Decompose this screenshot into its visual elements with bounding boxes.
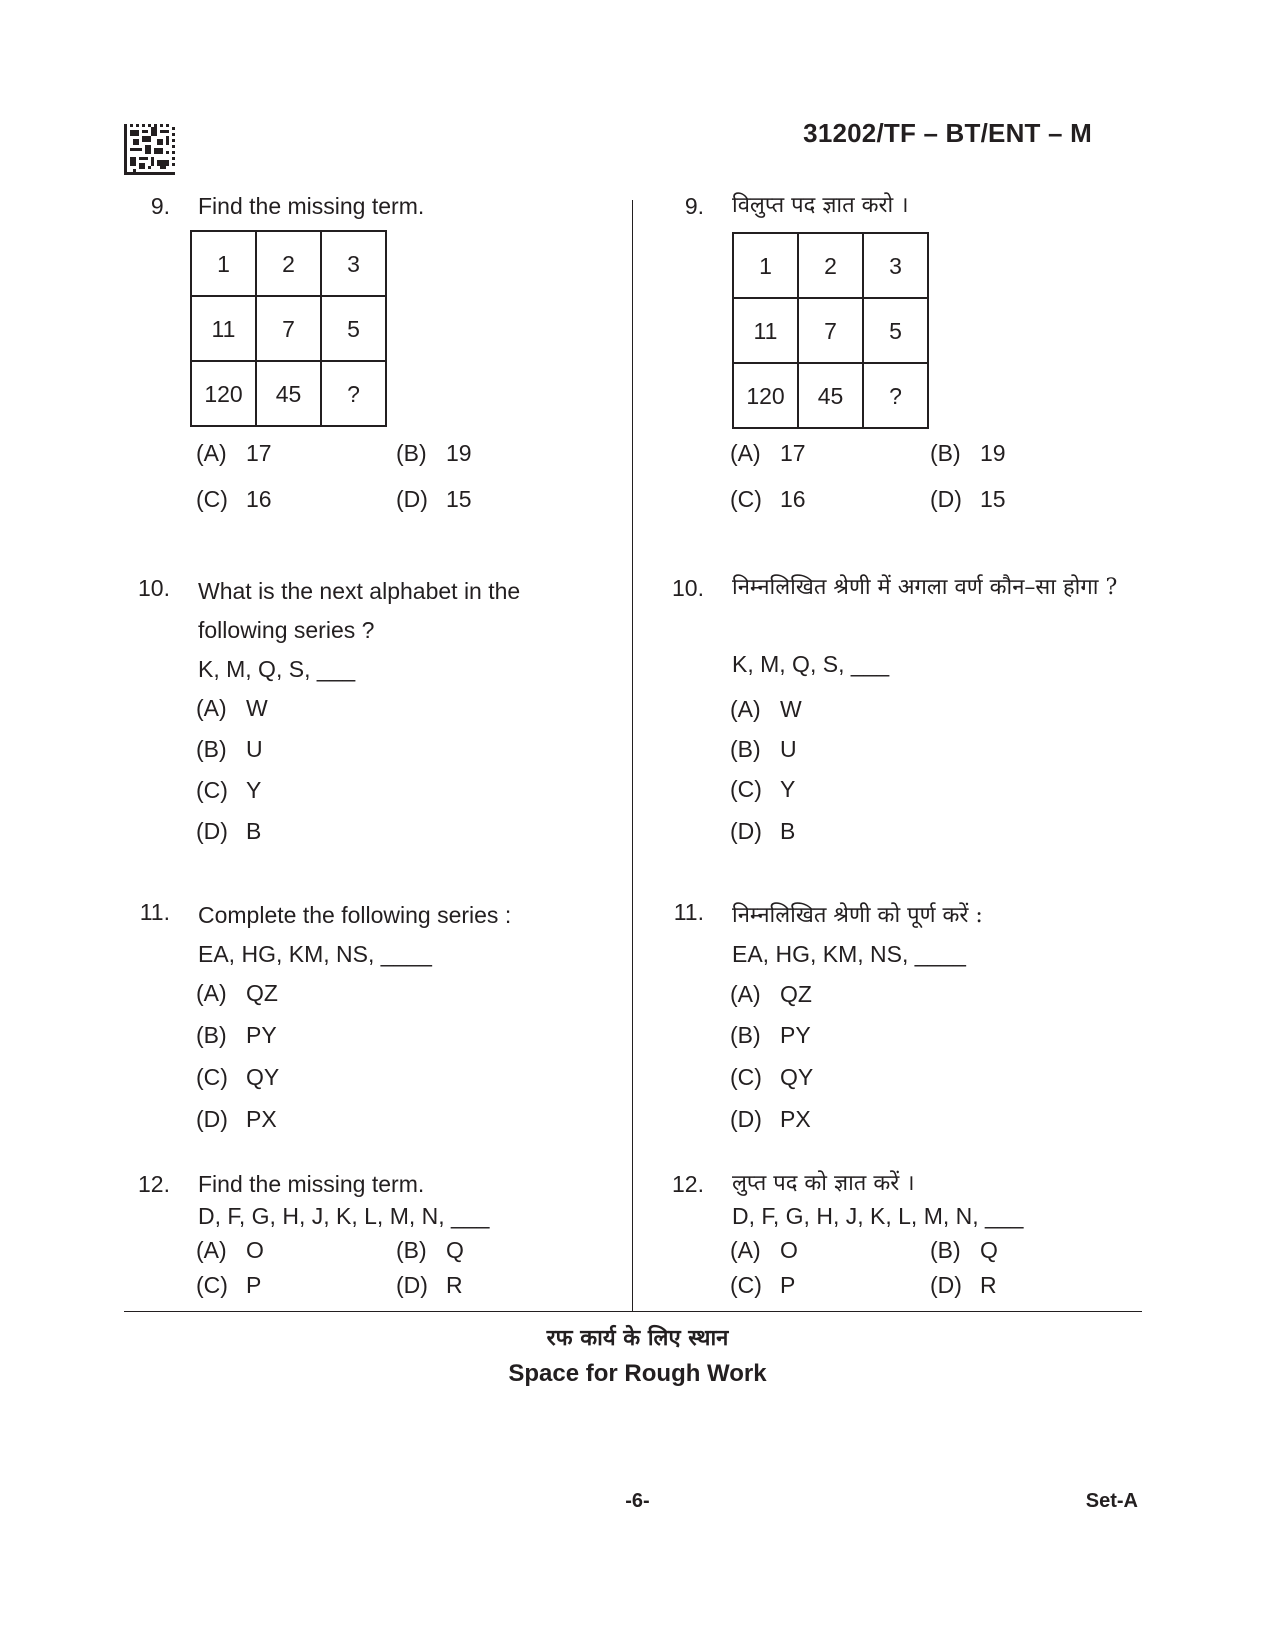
option-value: Y — [780, 776, 796, 802]
rough-work-heading-hindi: रफ कार्य के लिए स्थान — [546, 1325, 729, 1351]
qr-code — [124, 124, 175, 175]
grid-cell: ? — [863, 363, 928, 428]
question-number: 12. — [138, 1171, 170, 1197]
question-text: Find the missing term. — [198, 193, 425, 219]
question-text: Find the missing term. — [198, 1171, 425, 1197]
grid-cell: 45 — [798, 363, 863, 428]
question-number: 11. — [673, 899, 704, 925]
grid-cell: 1 — [733, 233, 798, 298]
option-label: (A) — [730, 696, 761, 722]
option-d[interactable] — [730, 815, 795, 847]
question-text: विलुप्त पद ज्ञात करो । — [732, 193, 909, 218]
option-label: (B) — [930, 440, 961, 466]
option-c[interactable] — [730, 1269, 795, 1301]
option-value: PY — [246, 1022, 277, 1048]
question-number: 9. — [150, 193, 170, 219]
option-label: (B) — [930, 1237, 961, 1263]
option-label: (D) — [196, 818, 228, 844]
option-value: 17 — [780, 440, 806, 466]
option-value: U — [780, 736, 797, 762]
grid-cell: 11 — [191, 296, 256, 361]
rough-work-heading: Space for Rough Work — [508, 1360, 767, 1387]
option-label: (B) — [730, 736, 761, 762]
option-b[interactable] — [730, 1019, 811, 1051]
option-value: B — [780, 818, 796, 844]
option-label: (B) — [196, 1022, 227, 1048]
option-label: (B) — [730, 1022, 761, 1048]
option-label: (D) — [396, 1272, 428, 1298]
option-value: 15 — [980, 486, 1006, 512]
paper-code: 31202/TF – BT/ENT – M — [803, 118, 1092, 148]
option-label: (A) — [730, 440, 761, 466]
option-b[interactable] — [930, 437, 1006, 469]
option-value: 16 — [246, 486, 272, 512]
number-grid — [732, 232, 929, 429]
grid-cell: ? — [321, 361, 386, 426]
option-c[interactable] — [196, 774, 261, 806]
option-a[interactable] — [730, 693, 802, 725]
option-b[interactable] — [396, 1234, 464, 1266]
grid-cell: 2 — [256, 231, 321, 296]
option-b[interactable] — [196, 733, 263, 765]
question-text: लुप्त पद को ज्ञात करें । — [732, 1171, 915, 1196]
option-label: (D) — [930, 486, 962, 512]
option-c[interactable] — [196, 1061, 279, 1093]
grid-cell: 2 — [798, 233, 863, 298]
option-value: P — [780, 1272, 796, 1298]
number-grid — [190, 230, 387, 427]
option-c[interactable] — [730, 1061, 813, 1093]
option-label: (A) — [730, 981, 761, 1007]
question-text: निम्नलिखित श्रेणी को पूर्ण करें : — [732, 903, 983, 928]
option-value: O — [780, 1237, 798, 1263]
option-label: (C) — [196, 486, 228, 512]
option-value: QZ — [246, 980, 278, 1006]
question-text: निम्नलिखित श्रेणी में अगला वर्ण कौन–सा होगा ? — [732, 575, 1118, 600]
option-value: W — [780, 696, 802, 722]
option-value: 15 — [446, 486, 472, 512]
option-value: 19 — [446, 440, 472, 466]
option-label: (A) — [196, 440, 227, 466]
option-label: (C) — [730, 1272, 762, 1298]
option-value: 19 — [980, 440, 1006, 466]
option-b[interactable] — [396, 437, 472, 469]
grid-cell: 120 — [191, 361, 256, 426]
grid-cell: 3 — [863, 233, 928, 298]
grid-cell: 45 — [256, 361, 321, 426]
option-label: (B) — [196, 736, 227, 762]
question-number: 11. — [139, 899, 170, 925]
option-value: Q — [446, 1237, 464, 1263]
option-d[interactable] — [196, 815, 261, 847]
option-c[interactable] — [730, 483, 806, 515]
option-value: PY — [780, 1022, 811, 1048]
option-label: (A) — [196, 695, 227, 721]
option-value: QZ — [780, 981, 812, 1007]
option-value: P — [246, 1272, 262, 1298]
option-value: Q — [980, 1237, 998, 1263]
question-number: 10. — [672, 575, 704, 601]
option-value: PX — [780, 1106, 811, 1132]
option-label: (C) — [730, 486, 762, 512]
series-text: K, M, Q, S, ___ — [732, 651, 890, 677]
series-text: D, F, G, H, J, K, L, M, N, ___ — [732, 1203, 1024, 1229]
option-label: (D) — [196, 1106, 228, 1132]
option-label: (B) — [396, 440, 427, 466]
option-a[interactable] — [196, 1234, 264, 1266]
option-value: U — [246, 736, 263, 762]
option-a[interactable] — [730, 978, 812, 1010]
grid-cell: 11 — [733, 298, 798, 363]
option-c[interactable] — [196, 483, 272, 515]
option-value: Y — [246, 777, 262, 803]
option-label: (A) — [196, 980, 227, 1006]
grid-cell: 120 — [733, 363, 798, 428]
option-a[interactable] — [730, 437, 806, 469]
column-divider — [632, 200, 633, 1312]
option-d[interactable] — [930, 483, 1006, 515]
question-number: 10. — [138, 575, 170, 601]
grid-cell: 5 — [863, 298, 928, 363]
option-value: PX — [246, 1106, 277, 1132]
option-a[interactable] — [730, 1234, 798, 1266]
set-label: Set-A — [1085, 1490, 1138, 1512]
series-text: D, F, G, H, J, K, L, M, N, ___ — [198, 1203, 490, 1229]
option-d[interactable] — [396, 1269, 463, 1301]
option-value: R — [446, 1272, 463, 1298]
option-label: (C) — [196, 1064, 228, 1090]
option-b[interactable] — [196, 1019, 277, 1051]
question-text-cont: following series ? — [198, 617, 375, 643]
series-text: EA, HG, KM, NS, ____ — [198, 941, 432, 967]
option-label: (D) — [730, 818, 762, 844]
option-b[interactable] — [930, 1234, 998, 1266]
option-value: B — [246, 818, 262, 844]
series-text: EA, HG, KM, NS, ____ — [732, 941, 966, 967]
option-b[interactable] — [730, 733, 797, 765]
grid-cell: 7 — [798, 298, 863, 363]
option-value: 16 — [780, 486, 806, 512]
option-a[interactable] — [196, 437, 272, 469]
option-c[interactable] — [730, 773, 795, 805]
option-value: R — [980, 1272, 997, 1298]
option-d[interactable] — [930, 1269, 997, 1301]
question-number: 12. — [672, 1171, 704, 1197]
option-label: (D) — [930, 1272, 962, 1298]
question-text: What is the next alphabet in the — [198, 578, 521, 604]
option-label: (C) — [730, 776, 762, 802]
option-label: (A) — [730, 1237, 761, 1263]
option-a[interactable] — [196, 977, 278, 1009]
grid-cell: 5 — [321, 296, 386, 361]
option-value: W — [246, 695, 268, 721]
grid-cell: 7 — [256, 296, 321, 361]
option-a[interactable] — [196, 692, 268, 724]
question-number: 9. — [684, 193, 704, 219]
option-d[interactable] — [396, 483, 472, 515]
option-value: QY — [246, 1064, 280, 1090]
option-label: (A) — [196, 1237, 227, 1263]
option-value: 17 — [246, 440, 272, 466]
option-label: (C) — [730, 1064, 762, 1090]
option-value: QY — [780, 1064, 814, 1090]
question-text: Complete the following series : — [198, 902, 512, 928]
option-label: (C) — [196, 777, 228, 803]
page-number: -6- — [625, 1490, 650, 1512]
rough-work-divider — [124, 1311, 1142, 1312]
option-label: (D) — [730, 1106, 762, 1132]
option-d[interactable] — [196, 1103, 277, 1135]
series-text: K, M, Q, S, ___ — [198, 656, 356, 682]
option-label: (C) — [196, 1272, 228, 1298]
grid-cell: 3 — [321, 231, 386, 296]
option-label: (D) — [396, 486, 428, 512]
option-c[interactable] — [196, 1269, 261, 1301]
grid-cell: 1 — [191, 231, 256, 296]
option-d[interactable] — [730, 1103, 811, 1135]
option-value: O — [246, 1237, 264, 1263]
option-label: (B) — [396, 1237, 427, 1263]
